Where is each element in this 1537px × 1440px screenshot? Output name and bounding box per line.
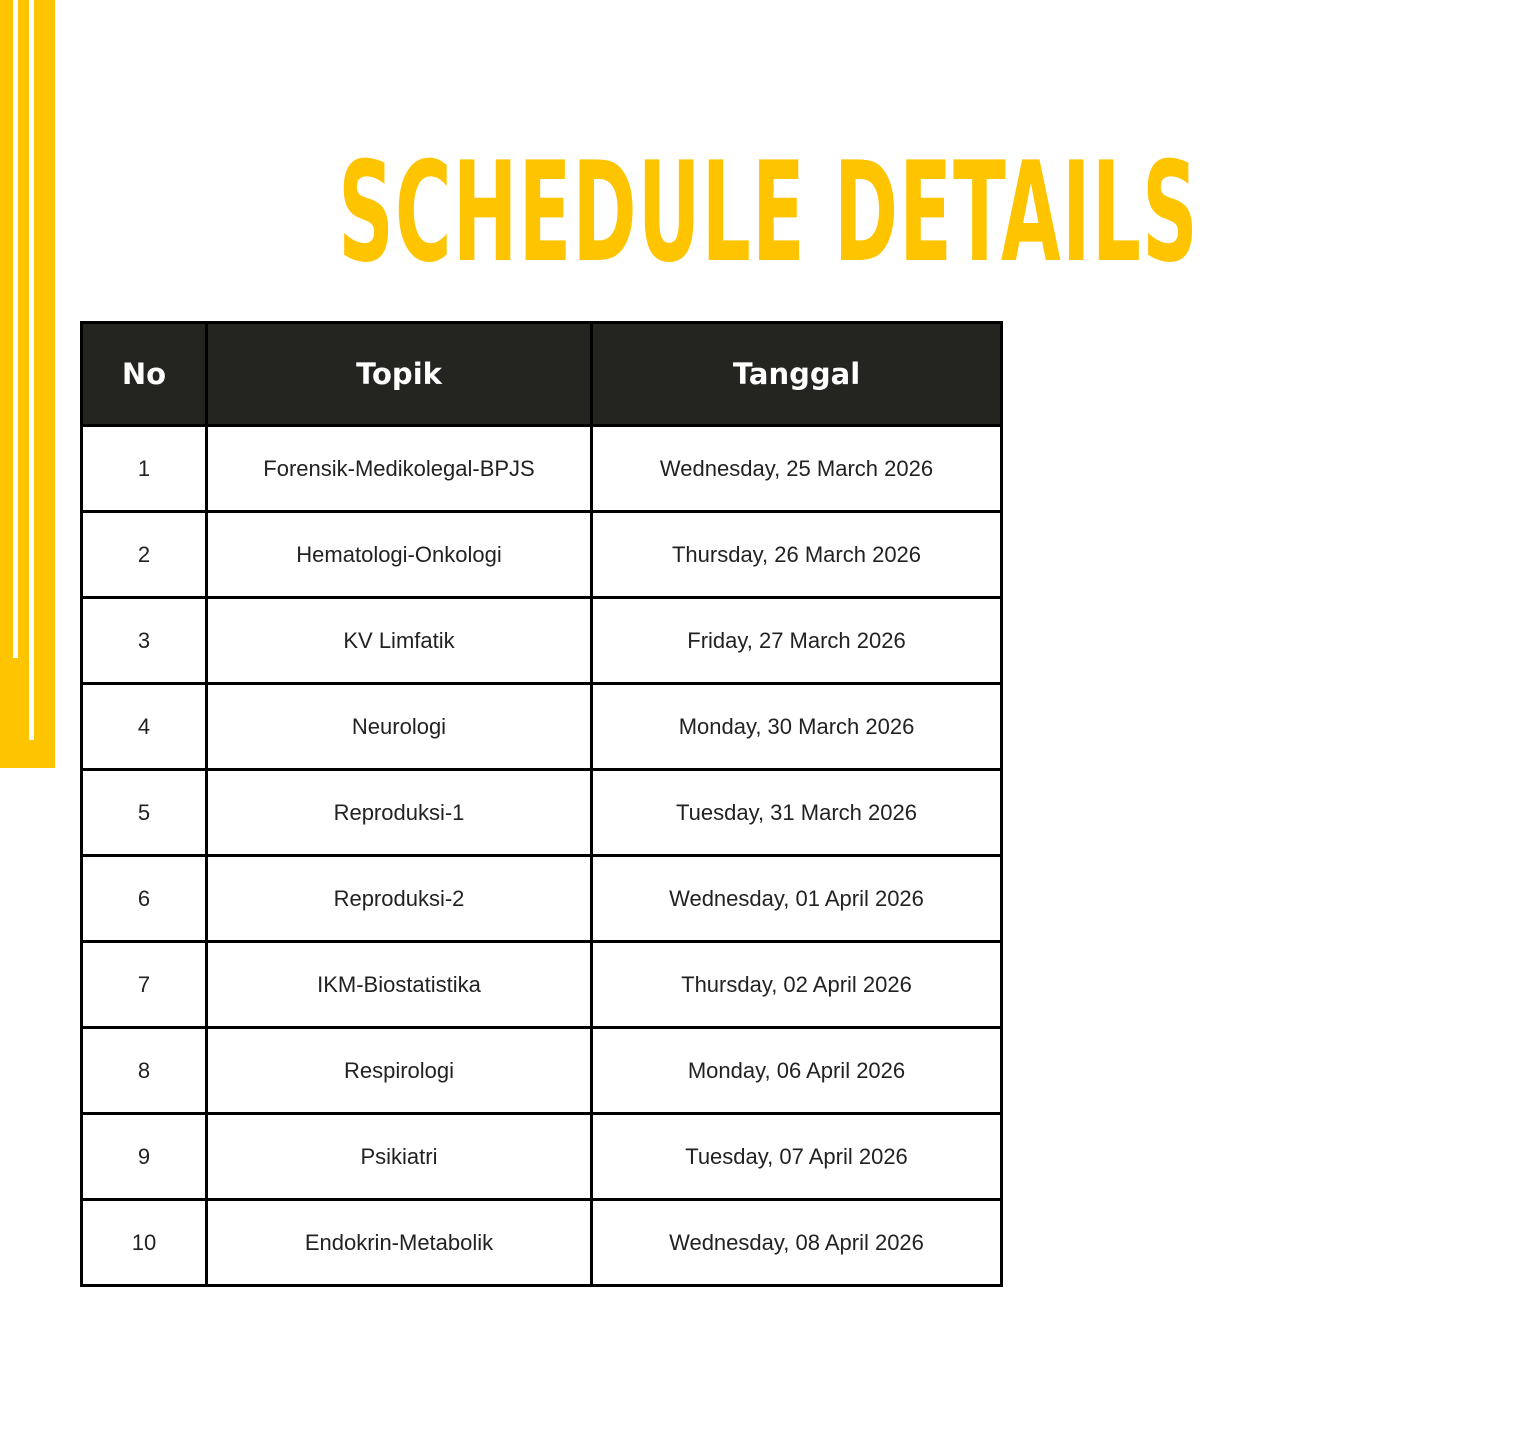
cell-tanggal: Tuesday, 31 March 2026 xyxy=(592,770,1002,856)
decorative-side-band xyxy=(0,0,55,768)
decorative-stripe xyxy=(29,0,34,740)
cell-no: 6 xyxy=(82,856,207,942)
cell-no: 9 xyxy=(82,1114,207,1200)
schedule-table xyxy=(80,321,1003,1287)
decorative-stripe xyxy=(13,0,18,658)
cell-topik: Forensik-Medikolegal-BPJS xyxy=(207,426,592,512)
cell-no: 5 xyxy=(82,770,207,856)
cell-topik: Endokrin-Metabolik xyxy=(207,1200,592,1286)
column-header-tanggal: Tanggal xyxy=(592,323,1002,426)
table-row xyxy=(82,770,1002,856)
cell-tanggal: Friday, 27 March 2026 xyxy=(592,598,1002,684)
column-header-topik: Topik xyxy=(207,323,592,426)
cell-tanggal: Monday, 06 April 2026 xyxy=(592,1028,1002,1114)
cell-tanggal: Thursday, 02 April 2026 xyxy=(592,942,1002,1028)
cell-topik: KV Limfatik xyxy=(207,598,592,684)
table-row xyxy=(82,1114,1002,1200)
table-row xyxy=(82,942,1002,1028)
cell-no: 1 xyxy=(82,426,207,512)
cell-tanggal: Wednesday, 08 April 2026 xyxy=(592,1200,1002,1286)
cell-no: 10 xyxy=(82,1200,207,1286)
table-row xyxy=(82,598,1002,684)
column-header-no: No xyxy=(82,323,207,426)
cell-no: 3 xyxy=(82,598,207,684)
cell-topik: Hematologi-Onkologi xyxy=(207,512,592,598)
cell-no: 2 xyxy=(82,512,207,598)
cell-tanggal: Wednesday, 01 April 2026 xyxy=(592,856,1002,942)
page-title-text: SCHEDULE DETAILS xyxy=(338,132,1199,293)
cell-no: 4 xyxy=(82,684,207,770)
table-row xyxy=(82,1200,1002,1286)
table-row xyxy=(82,426,1002,512)
cell-topik: Respirologi xyxy=(207,1028,592,1114)
cell-tanggal: Wednesday, 25 March 2026 xyxy=(592,426,1002,512)
cell-topik: Reproduksi-1 xyxy=(207,770,592,856)
cell-no: 8 xyxy=(82,1028,207,1114)
cell-topik: Neurologi xyxy=(207,684,592,770)
cell-no: 7 xyxy=(82,942,207,1028)
cell-topik: Psikiatri xyxy=(207,1114,592,1200)
table-header-row xyxy=(82,323,1002,426)
cell-tanggal: Tuesday, 07 April 2026 xyxy=(592,1114,1002,1200)
cell-tanggal: Thursday, 26 March 2026 xyxy=(592,512,1002,598)
table-row xyxy=(82,684,1002,770)
page-title xyxy=(0,132,1199,293)
table-row xyxy=(82,512,1002,598)
table-row xyxy=(82,1028,1002,1114)
cell-topik: IKM-Biostatistika xyxy=(207,942,592,1028)
cell-tanggal: Monday, 30 March 2026 xyxy=(592,684,1002,770)
table-row xyxy=(82,856,1002,942)
cell-topik: Reproduksi-2 xyxy=(207,856,592,942)
